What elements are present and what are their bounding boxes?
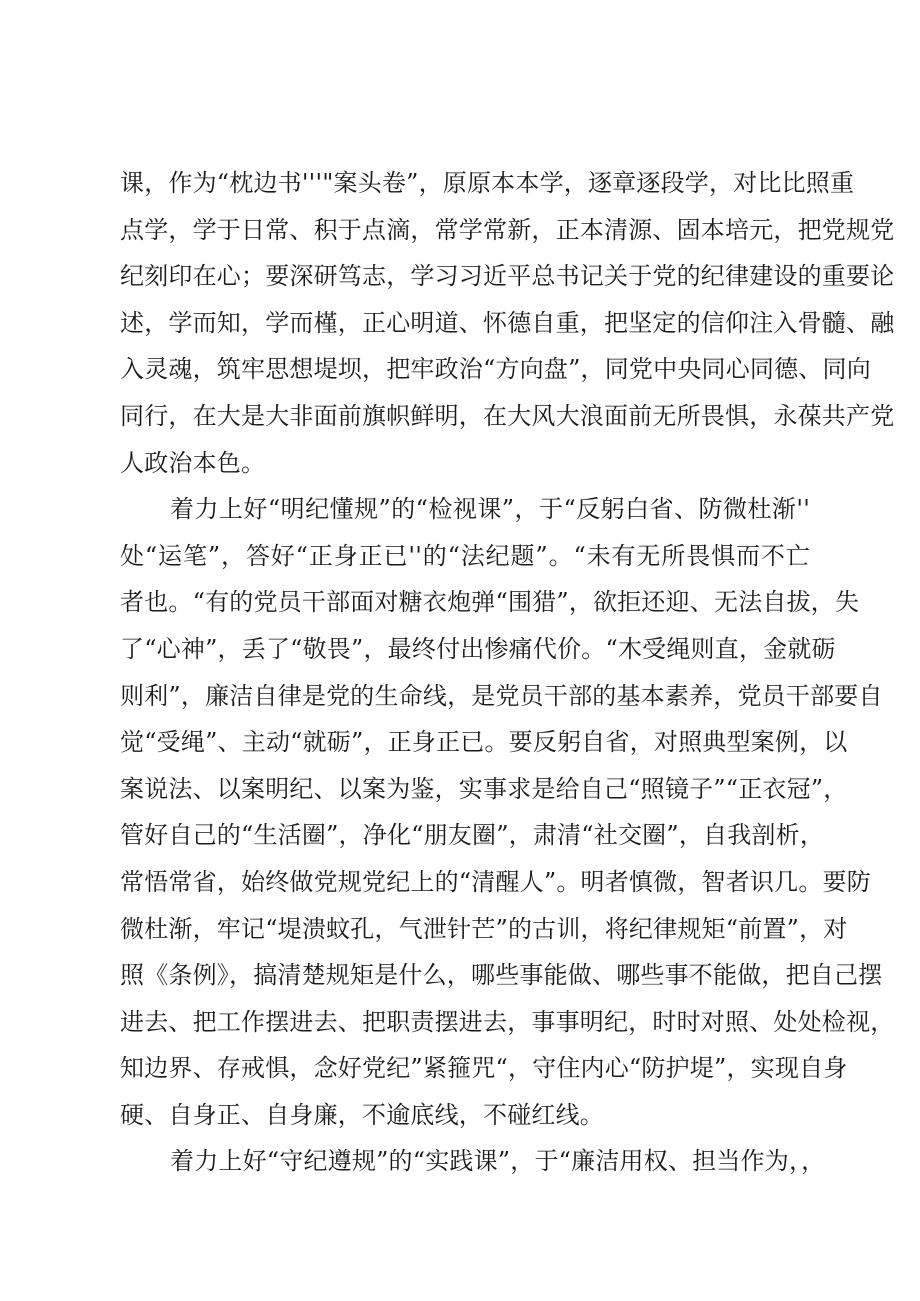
text-line: 知边界、存戒惧，念好党纪”紧箍咒“，守住内心“防护堤”，实现自身 [120, 1054, 848, 1083]
text-line: 则利”，廉洁自律是党的生命线，是党员干部的基本素养，党员干部要自 [120, 681, 883, 710]
text-line: 硬、自身正、自身廉，不逾底线，不碰红线。 [120, 1100, 604, 1129]
text-line: 着力上好“守纪遵规”的“实践课”，于“廉洁用权、担当作为，， [170, 1147, 826, 1176]
text-line: 课，作为“枕边书'''"案头卷”，原原本本学，逐章逐段学，对比比照重 [120, 169, 855, 197]
text-line: 点学，学于日常、积于点滴，常学常新，正本清源、固本培元，把党规党 [120, 215, 895, 244]
text-line: 进去、把工作摆进去、把职责摆进去，事事明纪，时时对照、处处检视， [120, 1007, 895, 1036]
text-line: 微杜渐，牢记“堤溃蚊孔，气泄针芒”的古训，将纪律规矩“前置”，对 [120, 914, 848, 943]
text-line: 常悟常省，始终做党规党纪上的“清醒人”。明者慎微，智者识几。要防 [120, 867, 871, 896]
text-line: 觉“受绳”、主动“就砺”，正身正已。要反躬自省，对照典型案例，以 [120, 728, 848, 757]
text-line: 纪刻印在心；要深研笃志，学习习近平总书记关于党的纪律建设的重要论 [120, 262, 895, 291]
text-line: 处“运笔”，答好“正身正已''的“法纪题”。“未有无所畏惧而不亡 [120, 541, 810, 570]
text-line: 照《条例》，搞清楚规矩是什么，哪些事能做、哪些事不能做，把自己摆 [120, 961, 883, 990]
text-line: 者也。“有的党员干部面对糖衣炮弹“围猎”，欲拒还迎、无法自拔，失 [120, 588, 860, 617]
paragraph-1 [120, 160, 895, 486]
text-line: 入灵魂，筑牢思想堤坝，把牢政治“方向盘”，同党中央同心同德、同向 [120, 355, 871, 384]
text-line: 述，学而知，学而槿，正心明道、怀德自重，把坚定的信仰注入骨髓、融 [120, 308, 895, 337]
text-line: 了“心神”，丢了“敬畏”，最终付出惨痛代价。“木受绳则直，金就砺 [120, 634, 836, 663]
paragraph-2 [120, 486, 895, 1138]
document-body [120, 160, 895, 1185]
text-line: 管好自己的“生活圈”，净化“朋友圈”，肃清“社交圈”，自我剖析， [120, 821, 825, 850]
text-line: 同行，在大是大非面前旗帜鲜明，在大风大浪面前无所畏惧，永葆共产党 [120, 401, 895, 430]
text-line: 案说法、以案明纪、以案为鉴，实事求是给自己“照镜子”“正衣冠”， [120, 774, 848, 803]
paragraph-3 [120, 1138, 826, 1185]
text-line: 着力上好“明纪懂规”的“检视课”，于“反躬白省、防微杜渐'' [170, 495, 810, 524]
text-line: 人政治本色。 [120, 448, 266, 477]
